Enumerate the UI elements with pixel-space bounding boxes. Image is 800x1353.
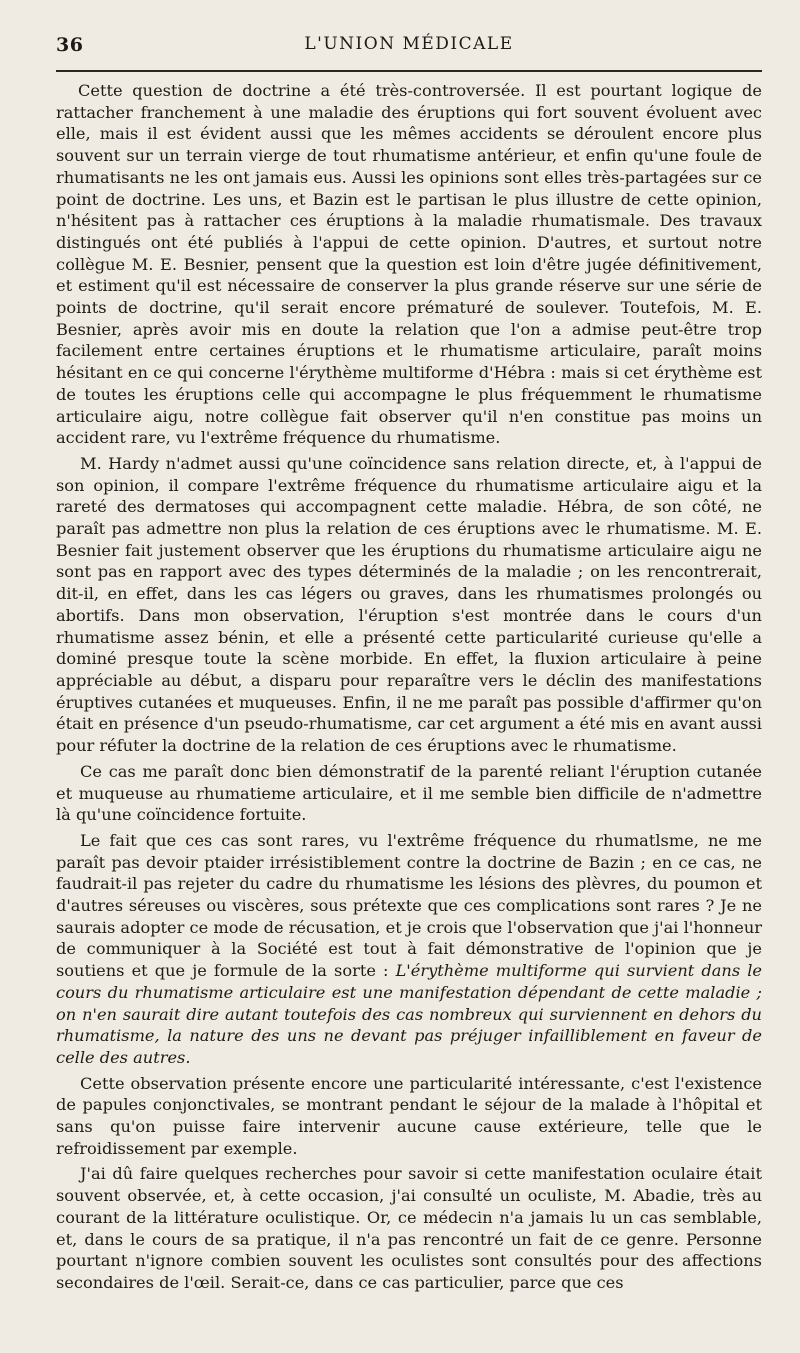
paragraph-text: Ce cas me paraît donc bien démonstratif de la parenté reliant l'éruption cutanée et muqueuse au rhumatieme articulaire, et il me semble bien difficile de n'admettre là qu'une coïncidence fortuite. — [56, 761, 762, 825]
paragraph-text: Cette question de doctrine a été très-controversée. Il est pourtant logique de rattacher franchement à une maladie des éruptions qui fort souvent évoluent avec elle, mais il est évident aussi que les mêmes accidents se déroulent encore plus souvent sur un terrain vierge de tout rhumatisme antérieur, et enfin qu'une foule de rhumatisants ne les ont jamais eus. Aussi les opinions sont elles très-partagées sur ce point de doctrine. Les uns, et Bazin est le partisan le plus illustre de cette opinion, n'hésitent pas à rattacher ces éruptions à la maladie rhumatismale. Des travaux distingués ont été publiés à l'appui de cette opinion. D'autres, et surtout notre collègue M. E. Besnier, pensent que la question est loin d'être jugée définitivement, et estiment qu'il est nécessaire de conserver la plus grande réserve sur une série de points de doctrine, qu'il serait encore prématuré de soulever. Toutefois, M. E. Besnier, après avoir mis en doute la relation que l'on a admise peut-être trop facilement entre certaines éruptions et le rhumatisme articulaire, paraît moins hésitant en ce qui concerne l'érythème multiforme d'Hébra : mais si cet érythème est de toutes les éruptions celle qui accompagne le plus fréquemment le rhumatisme articulaire aigu, notre collègue fait observer qu'il n'en constitue pas moins un accident rare, vu l'extrême fréquence du rhumatisme. — [56, 81, 762, 448]
paragraph-1 — [56, 80, 762, 449]
paragraph-4 — [56, 830, 762, 1069]
paragraph-3 — [56, 761, 762, 826]
article-body — [56, 80, 762, 1294]
paragraph-5 — [56, 1073, 762, 1160]
italic-conclusion: L'érythème multiforme qui survient dans le cours du rhumatisme articulaire est une manifestation dépendant de cette maladie ; on n'en saurait dire autant toutefois des cas nombreux qui surviennent en dehors du rhumatisme, la nature des uns ne devant pas préjuger infailliblement en faveur de celle des autres. — [56, 961, 762, 1067]
paragraph-2 — [56, 453, 762, 757]
paragraph-text: Le fait que ces cas sont rares, vu l'extrême fréquence du rhumatlsme, ne me paraît pas devoir ptaider irrésistiblement contre la doctrine de Bazin ; en ce cas, ne faudrait-il pas rejeter du cadre du rhumatisme les lésions des plèvres, du poumon et d'autres séreuses ou viscères, sous prétexte que ces complications sont rares ? Je ne saurais adopter ce mode de récusation, et je crois que l'observation que j'ai l'honneur de communiquer à la Société est tout à fait démonstrative de l'opinion que je soutiens et que je formule de la sorte : — [56, 830, 762, 981]
header-rule — [56, 70, 762, 72]
paragraph-text: J'ai dû faire quelques recherches pour savoir si cette manifestation oculaire était souvent observée, et, à cette occasion, j'ai consulté un oculiste, M. Abadie, très au courant de la littérature oculistique. Or, ce médecin n'a jamais lu un cas semblable, et, dans le cours de sa pratique, il n'a pas rencontré un fait de ce genre. Personne pourtant n'ignore combien souvent les oculistes sont consultés pour des affections secondaires de l'œil. Serait-ce, dans ce cas particulier, parce que ces — [56, 1164, 762, 1292]
paragraph-text: Cette observation présente encore une particularité intéressante, c'est l'existence de papules conjonctivales, se montrant pendant le séjour de la malade à l'hôpital et sans qu'on puisse faire intervenir aucune cause extérieure, telle que le refroidissement par exemple. — [56, 1073, 762, 1158]
page-header — [56, 0, 762, 62]
page-number: 36 — [56, 34, 84, 56]
running-title: L'UNION MÉDICALE — [304, 34, 514, 54]
paragraph-text: M. Hardy n'admet aussi qu'une coïncidence sans relation directe, et, à l'appui de son opinion, il compare l'extrême fréquence du rhumatisme articulaire aigu et la rareté des dermatoses qui accompagnent cette maladie. Hébra, de son côté, ne paraît pas admettre non plus la relation de ces éruptions avec le rhumatisme. M. E. Besnier fait justement observer que les éruptions du rhumatisme articulaire aigu ne sont pas en rapport avec des types déterminés de la maladie ; on les rencontrerait, dit-il, en effet, dans les cas légers ou graves, dans les rhumatismes prolongés ou abortifs. Dans mon observation, l'éruption s'est montrée dans le cours d'un rhumatisme assez bénin, et elle a présenté cette particularité curieuse qu'elle a dominé presque toute la scène morbide. En effet, la fluxion articulaire à peine appréciable au début, a disparu pour reparaître vers le déclin des manifestations éruptives cutanées et muqueuses. Enfin, il ne me paraît pas possible d'affirmer qu'on était en présence d'un pseudo-rhumatisme, car cet argument a été mis en avant aussi pour réfuter la doctrine de la relation de ces éruptions avec le rhumatisme. — [56, 453, 762, 756]
paragraph-6 — [56, 1163, 762, 1293]
